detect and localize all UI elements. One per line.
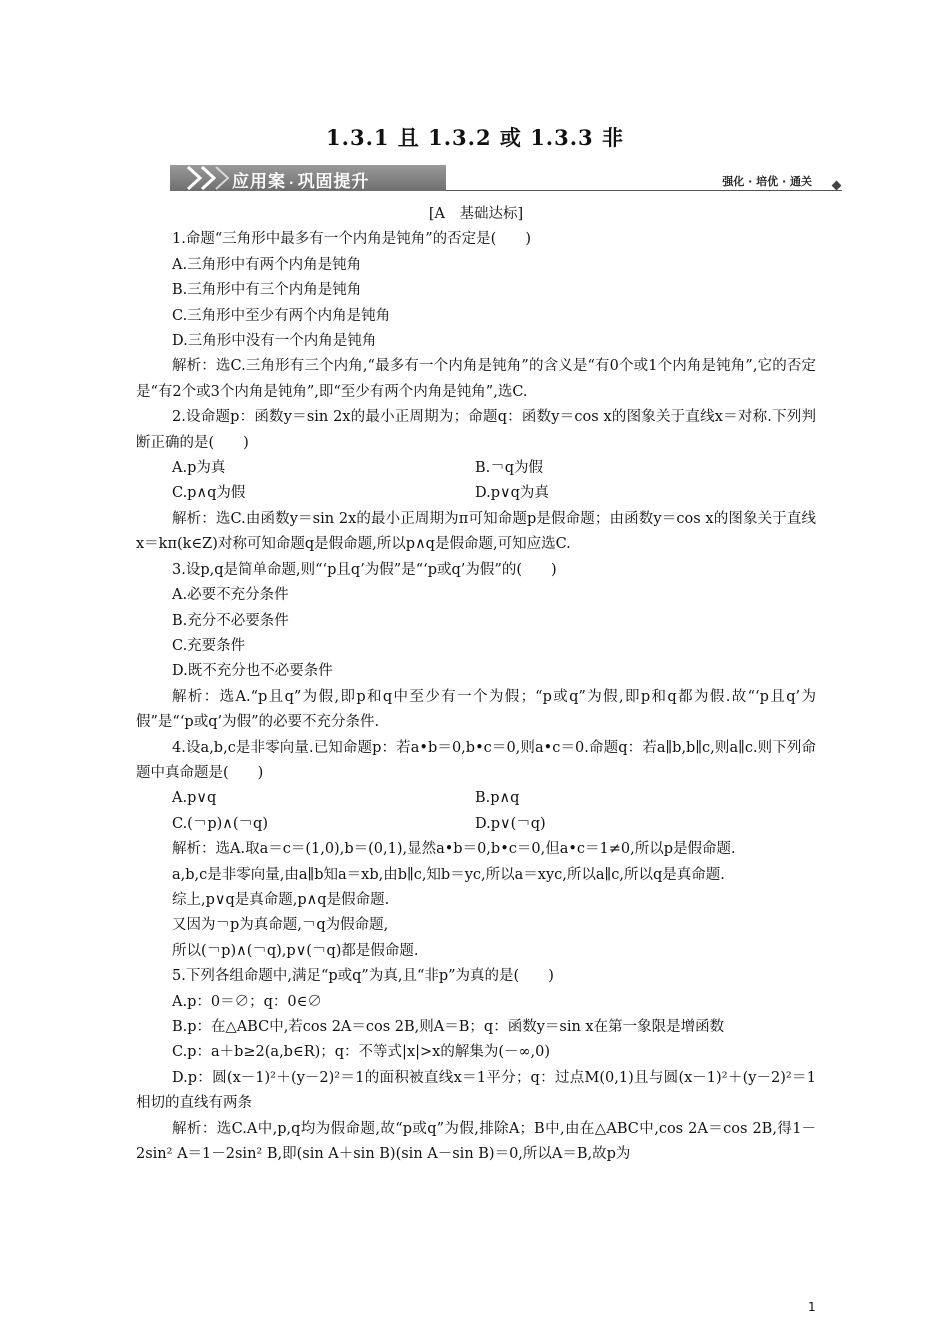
q2-option-d: D.p∨q为真 (475, 485, 549, 502)
q1-analysis: 解析：选C.三角形有三个内角,“最多有一个内角是钝角”的含义是“有0个或1个内角是钝角”,它的否定是“有2个或3个内角是钝角”,即“至少有两个内角是钝角”,选C. (136, 358, 816, 400)
q1-option-a: A.三角形中有两个内角是钝角 (172, 256, 362, 273)
q2-option-c: C.p∧q为假 (172, 485, 246, 502)
q2-analysis: 解析：选C.由函数y＝sin 2x的最小正周期为π可知命题p是假命题；由函数y＝cos x的图象关于直线x＝kπ(k∈Z)对称可知命题q是假命题,所以p∧q是假命题,可知应选C. (136, 510, 816, 553)
q5-option-a: A.p：0＝∅；q：0∈∅ (172, 993, 322, 1010)
q3-option-d: D.既不充分也不必要条件 (172, 663, 333, 680)
q5-stem: 5.下列各组命题中,满足“p或q”为真,且“非p”为真的是( ) (172, 968, 554, 985)
banner-dot: · (289, 176, 295, 190)
q4-options-row-2 (136, 812, 816, 837)
q4-analysis-5: 所以(￢p)∧(￢q),p∨(￢q)都是假命题. (172, 942, 419, 959)
q4-options-row-1 (136, 786, 816, 811)
banner-tagline: 强化 · 培优 · 通关 (722, 175, 812, 188)
q3-analysis: 解析：选A.“p且q”为假,即p和q中至少有一个为假；“p或q”为假,即p和q都为假.故“‘p且q’为假”是“‘p或q’为假”的必要不充分条件. (136, 688, 816, 731)
q3-option-b: B.充分不必要条件 (172, 612, 289, 629)
diamond-icon (832, 181, 842, 191)
q1-stem: 1.命题“三角形中最多有一个内角是钝角”的否定是( ) (172, 231, 531, 248)
q4-option-b: B.p∧q (475, 790, 520, 807)
page-title: 1.3.1 且 1.3.2 或 1.3.3 非 (326, 125, 624, 150)
q1-option-c: C.三角形中至少有两个内角是钝角 (172, 307, 391, 324)
q5-option-b: B.p：在△ABC中,若cos 2A＝cos 2B,则A＝B；q：函数y＝sin x在第一象限是增函数 (172, 1019, 725, 1035)
q4-analysis-3: 综上,p∨q是真命题,p∧q是假命题. (172, 891, 390, 908)
q3-option-a: A.必要不充分条件 (172, 587, 289, 604)
section-heading: [A 基础达标] (428, 206, 524, 222)
banner-rule (446, 190, 842, 191)
q2-options-row-1 (136, 456, 816, 481)
banner-label-a: 应用案 (232, 172, 286, 192)
q3-stem: 3.设p,q是简单命题,则“‘p且q’为假”是“‘p或q’为假”的( ) (172, 561, 557, 578)
q4-option-c: C.(￢p)∧(￢q) (172, 815, 268, 832)
section-banner (170, 165, 842, 193)
q2-options-row-2 (136, 481, 816, 506)
q3-option-c: C.充要条件 (172, 637, 246, 654)
q1-option-d: D.三角形中没有一个内角是钝角 (172, 333, 377, 350)
q5-option-d: D.p：圆(x－1)²＋(y－2)²＝1的面积被直线x＝1平分；q：过点M(0,1)且与圆(x－1)²＋(y－2)²＝1相切的直线有两条 (136, 1069, 817, 1112)
q4-option-a: A.p∨q (172, 790, 217, 807)
q5-option-c: C.p：a＋b≥2(a,b∈R)；q：不等式|x|>x的解集为(－∞,0) (172, 1044, 551, 1061)
q4-analysis-1: 解析：选A.取a＝c＝(1,0),b＝(0,1),显然a•b＝0,b•c＝0,但a•c＝1≠0,所以p是假命题. (172, 841, 736, 858)
q1-option-b: B.三角形中有三个内角是钝角 (172, 282, 362, 299)
q2-stem: 2.设命题p：函数y＝sin 2x的最小正周期为；命题q：函数y＝cos x的图象关于直线x＝对称.下列判断正确的是( ) (136, 409, 816, 451)
q4-stem: 4.设a,b,c是非零向量.已知命题p：若a•b＝0,b•c＝0,则a•c＝0.命题q：若a∥b,b∥c,则a∥c.则下列命题中真命题是( ) (136, 739, 816, 781)
q2-option-b: B.￢q为假 (475, 460, 544, 477)
q5-analysis: 解析：选C.A中,p,q均为假命题,故“p或q”为假,排除A；B中,由在△ABC中,cos 2A＝cos 2B,得1－2sin² A＝1－2sin² B,即(sin A＋sin B)(sin A－sin B)＝0,所以A＝B,故p为 (136, 1120, 816, 1163)
content (136, 202, 816, 1167)
q4-option-d: D.p∨(￢q) (475, 815, 546, 832)
banner-label-b: 巩固提升 (297, 172, 370, 192)
banner-label (232, 167, 370, 192)
page-number: 1 (808, 1300, 816, 1314)
double-chevron-icon (184, 165, 236, 191)
q4-analysis-4: 又因为￢p为真命题,￢q为假命题, (172, 917, 389, 934)
q2-option-a: A.p为真 (172, 460, 226, 477)
q4-analysis-2: a,b,c是非零向量,由a∥b知a＝xb,由b∥c,知b＝yc,所以a＝xyc,所以a∥c,所以q是真命题. (172, 866, 725, 883)
